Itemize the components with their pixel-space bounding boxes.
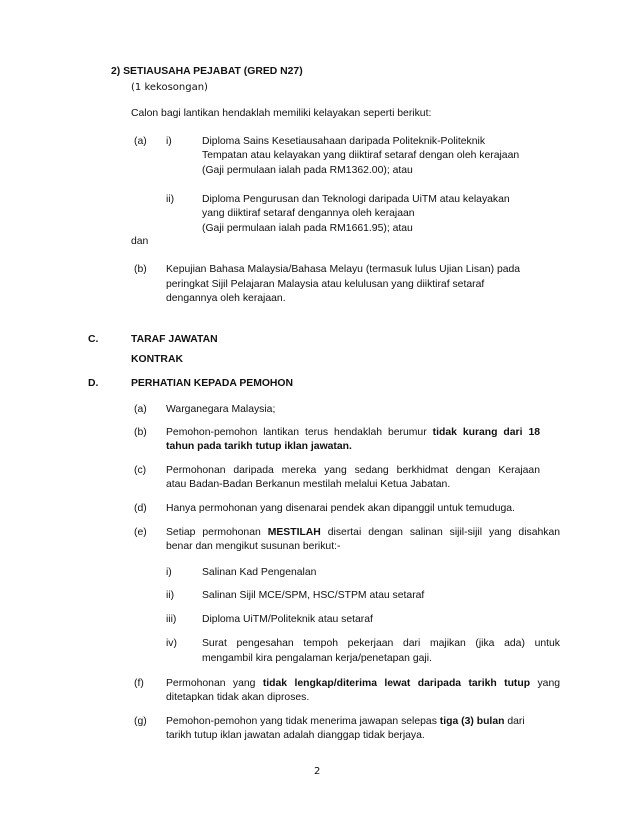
item-label: (g)	[134, 716, 147, 727]
text-line: Kepujian Bahasa Malaysia/Bahasa Melayu (termasuk lulus Ujian Lisan) pada	[166, 264, 521, 275]
text-line: Hanya permohonan yang disenarai pendek akan dipanggil untuk temuduga.	[166, 503, 515, 514]
text-line: yang diiktiraf setaraf dengannya oleh kerajaan	[202, 208, 415, 219]
intro-text: Calon bagi lantikan hendaklah memiliki kelayakan seperti berikut:	[131, 108, 432, 119]
section-letter: D.	[88, 378, 99, 389]
vacancy-count: (1 kekosongan)	[131, 82, 208, 93]
item-label: (b)	[134, 427, 147, 438]
subitem-label: i)	[166, 567, 172, 578]
text-line: benar dan mengikut susunan berikut:-	[166, 541, 341, 552]
text-line: atau Badan-Badan Berkanun mestilah melalui Ketua Jabatan.	[166, 479, 451, 490]
section-letter: C.	[88, 334, 99, 345]
section-title: PERHATIAN KEPADA PEMOHON	[131, 378, 294, 389]
subitem-label: ii)	[166, 194, 175, 205]
subitem-label: iv)	[166, 638, 177, 649]
item-label: (f)	[134, 678, 144, 689]
item-label: (a)	[134, 404, 147, 415]
text-line: Pemohon-pemohon lantikan terus hendaklah berumur tidak kurang dari 18	[166, 427, 540, 438]
section-heading: 2) SETIAUSAHA PEJABAT (GRED N27)	[111, 66, 303, 77]
item-label: (b)	[134, 264, 147, 275]
text-line: Setiap permohonan MESTILAH disertai dengan salinan sijil-sijil yang disahkan	[166, 527, 561, 538]
section-title: TARAF JAWATAN	[131, 334, 218, 345]
text-line: tahun pada tarikh tutup iklan jawatan.	[166, 441, 352, 452]
subitem-label: iii)	[166, 614, 177, 625]
text-line: (Gaji permulaan ialah pada RM1362.00); atau	[202, 165, 413, 176]
text-line: Permohonan yang tidak lengkap/diterima lewat daripada tarikh tutup yang	[166, 678, 561, 689]
subitem-label: ii)	[166, 590, 175, 601]
text-line: Pemohon-pemohon yang tidak menerima jawapan selepas tiga (3) bulan dari	[166, 716, 525, 727]
text-line: tarikh tutup iklan jawatan adalah dianggap tidak berjaya.	[166, 730, 425, 741]
item-label: (e)	[134, 527, 147, 538]
text-line: peringkat Sijil Pelajaran Malaysia atau kelulusan yang diiktiraf setaraf	[166, 279, 485, 290]
text-line: Permohonan daripada mereka yang sedang berkhidmat dengan Kerajaan	[166, 465, 540, 476]
text-line: Salinan Sijil MCE/SPM, HSC/STPM atau setaraf	[202, 590, 425, 601]
text-line: Warganegara Malaysia;	[166, 404, 276, 415]
section-value: KONTRAK	[131, 354, 183, 365]
text-line: ditetapkan tidak akan diproses.	[166, 692, 310, 703]
item-label: (c)	[134, 465, 147, 476]
text-line: Diploma UiTM/Politeknik atau setaraf	[202, 614, 373, 625]
text-line: Diploma Pengurusan dan Teknologi daripada UiTM atau kelayakan	[202, 194, 510, 205]
text-line: dengannya oleh kerajaan.	[166, 293, 286, 304]
text-line: Diploma Sains Kesetiausahaan daripada Politeknik-Politeknik	[202, 136, 486, 147]
text-line: (Gaji permulaan ialah pada RM1661.95); atau	[202, 223, 413, 234]
item-label: (d)	[134, 503, 147, 514]
page-number: 2	[314, 766, 321, 777]
conjunction: dan	[131, 236, 149, 247]
text-line: mengambil kira pengalaman kerja/penetapan gaji.	[202, 653, 432, 664]
text-line: Tempatan atau kelayakan yang diiktiraf setaraf dengan oleh kerajaan	[202, 150, 520, 161]
subitem-label: i)	[166, 136, 172, 147]
text-line: Salinan Kad Pengenalan	[202, 567, 317, 578]
item-label: (a)	[134, 136, 147, 147]
text-line: Surat pengesahan tempoh pekerjaan dari majikan (jika ada) untuk	[202, 638, 560, 649]
